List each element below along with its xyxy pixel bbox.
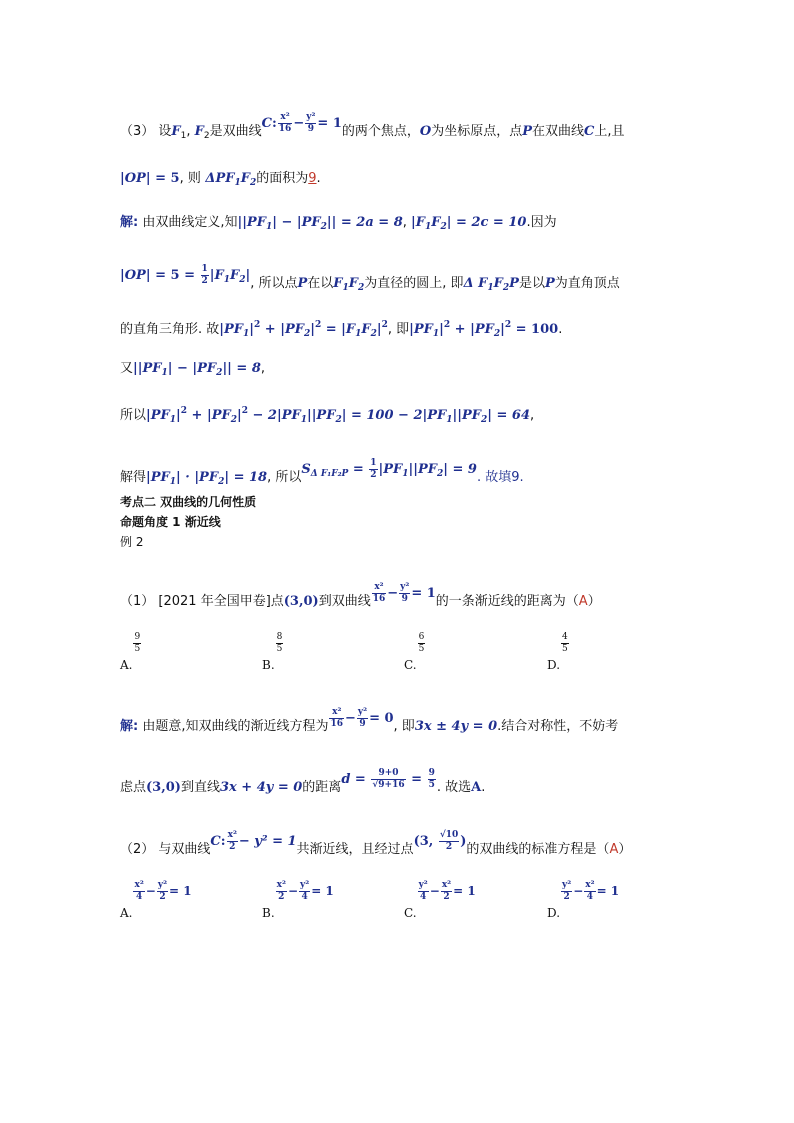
solution-3-text-13: , (260, 361, 266, 376)
example-2-text-2: 的双曲线的标准方程是（ (466, 842, 610, 857)
option-2b: B. $\frac{\text{x²}}{2}$ − $\frac{\text{y²}}{4}$ = 1 (262, 880, 334, 920)
solution-1-text-4: 虑点 (120, 780, 147, 795)
solution-3-text-9: 的直角三角形. 故 (120, 322, 220, 337)
solution-label: 解: (120, 215, 139, 230)
option-2d-denominator-2: 4 (586, 892, 594, 902)
option-2d: D. $\frac{\text{y²}}{2}$ − $\frac{\text{x²}}{4}$ = 1 (547, 880, 620, 920)
problem-3-text-3: 为坐标原点，点 (431, 124, 523, 139)
example-2-question: （2） 与双曲线C: $\frac{\text{x²}}{2}$ − y² = 1共渐近线，且经过点(3, $\frac{√10}{2}$ )的双曲线的标准方程是（A） (120, 830, 632, 857)
option-d (547, 632, 570, 672)
example-2-close: ） (618, 842, 632, 857)
example-1-prefix: （1） [2021 年全国甲卷]点 (120, 594, 284, 609)
option-d-denominator: 5 (562, 644, 568, 654)
option-2b-label: B. (262, 906, 275, 920)
solution-3-text-14: 所以 (120, 408, 147, 423)
problem-3-line-2: |OP| = 5, 则 $\Delta PF_1F_2$的面积为9. (120, 171, 321, 188)
example-2-text-1: 共渐近线，且经过点 (296, 842, 414, 857)
solution-1-line-2: 虑点(3,0)到直线3x + 4y = 0的距离d = $\frac{9+0}{√9+16}$ = $\frac{9}{5}$ . 故选A. (120, 768, 486, 795)
solution-3-line-4: 又$||PF_1| - |PF_2|| = 8$, (120, 361, 266, 378)
example-1-close: ） (587, 594, 601, 609)
solution-3-text-5: 在以 (307, 276, 334, 291)
solution-3-line-6: 解得$|PF_1| \cdot |PF_2| = 18$, 所以$S_{\Delta F_1F_2P}$ = $\frac{1}{2}$ $|PF_1||PF_2| = 9$. 故填9. (120, 458, 524, 487)
option-a-label: A. (120, 658, 133, 672)
example-label: 例 2 (120, 535, 144, 549)
solution-1-text-1: 由题意,知双曲线的渐近线方程为 (138, 719, 329, 734)
option-2d-denominator-1: 2 (563, 892, 570, 902)
example-1-text-2: 的一条渐近线的距离为（ (435, 594, 579, 609)
option-b-denominator: 5 (276, 644, 283, 654)
answer-ex2: A (609, 842, 619, 857)
problem-3-text-6: , 则 (179, 171, 201, 186)
solution-1-answer: A (471, 780, 482, 795)
option-b-numerator: 8 (276, 632, 283, 642)
example-1-text-1: 到双曲线 (318, 594, 371, 609)
option-2d-numerator-1: y² (562, 880, 572, 890)
example-2-prefix: （2） 与双曲线 (120, 842, 211, 857)
solution-1-text-3: .结合对称性，不妨考 (497, 719, 619, 734)
solution-3-line-2: |OP| = 5 = $\frac{1}{2}$ $|F_1F_2|$, 所以点P在以$F_1F_2$为直径的圆上, 即Δ $F_1F_2P$是以P为直角顶点 (120, 264, 620, 293)
option-2c: C. $\frac{\text{y²}}{4}$ − $\frac{\text{x²}}{2}$ = 1 (404, 880, 476, 920)
option-2a-denominator-1: 4 (136, 892, 143, 902)
solution-3-text-18: . 故填9. (476, 470, 524, 485)
solution-3-text-3: .因为 (526, 215, 557, 230)
option-2a: A. $\frac{\text{x²}}{4}$ − $\frac{\text{y²}}{2}$ = 1 (120, 880, 192, 920)
solution-1-text-2: , 即 (393, 719, 415, 734)
solution-3-line-3: 的直角三角形. 故$|PF_1|^2 + |PF_2|^2 = |F_1F_2|^2$, 即$|PF_1|^2 + |PF_2|^2 = 100$. (120, 320, 563, 339)
solution-1-text-6: 的距离 (302, 780, 342, 795)
section-subtitle: 命题角度 1 渐近线 (120, 515, 221, 529)
solution-3-text-8: 为直角顶点 (554, 276, 620, 291)
option-c-label: C. (404, 658, 417, 672)
option-a-denominator: 5 (134, 644, 141, 654)
option-a-numerator: 9 (134, 632, 141, 642)
option-2d-numerator-2: x² (585, 880, 595, 890)
option-2b-denominator-1: 2 (278, 892, 285, 902)
option-2c-label: C. (404, 906, 417, 920)
problem-3-line-1: （3） 设$F_1$, $F_2$是双曲线C: $\frac{\text{x²}}{16}$ − $\frac{\text{y²}}{9}$ = 1的两个焦点，O为坐标原点，点P在双曲线C上,且 (120, 112, 625, 141)
problem-3-text-2: 的两个焦点， (341, 124, 420, 139)
solution-3-text-10: , 即 (387, 322, 410, 337)
solution-1-line-1: 解: 由题意,知双曲线的渐近线方程为 $\frac{\text{x²}}{16}$ − $\frac{\text{y²}}{9}$ = 0, 即3x ± 4y = 0.结合对称性，不妨考 (120, 707, 619, 734)
solution-3-text-17: , 所以 (267, 470, 302, 485)
solution-3-text-6: 为直径的圆上, 即 (364, 276, 464, 291)
solution-3-text-15: , (530, 408, 535, 423)
option-b-label: B. (262, 658, 275, 672)
solution-3-text-1: 由双曲线定义,知 (138, 215, 238, 230)
solution-1-text-7: . 故选 (436, 780, 472, 795)
option-2a-numerator-2: y² (157, 880, 168, 890)
problem-3-text-5: 上,且 (594, 124, 625, 139)
solution-1-label: 解: (120, 719, 139, 734)
answer-ex1: A (578, 594, 588, 609)
option-c-denominator: 5 (418, 644, 425, 654)
solution-3-line-1: 解: 由双曲线定义,知$||PF_1| - |PF_2|| = 2a = 8$, $|F_1F_2| = 2c = 10$.因为 (120, 215, 557, 232)
solution-3-line-5: 所以$|PF_1|^2 + |PF_2|^2 - 2|PF_1||PF_2| = 100 - 2|PF_1||PF_2| = 64$, (120, 406, 535, 425)
option-d-numerator: 4 (562, 632, 568, 642)
problem-3-period: . (316, 171, 321, 186)
solution-3-text-7: 是以 (518, 276, 545, 291)
solution-3-text-12: 又 (120, 361, 134, 376)
option-2b-numerator-1: x² (276, 880, 286, 890)
option-2a-numerator-1: x² (134, 880, 144, 890)
option-2b-denominator-2: 4 (301, 892, 308, 902)
answer-3: 9 (308, 171, 317, 186)
solution-3-text-11: . (558, 322, 563, 337)
problem-3-text-1: 是双曲线 (209, 124, 262, 139)
section-title: 考点二 双曲线的几何性质 (120, 495, 257, 509)
option-2d-label: D. (547, 906, 561, 920)
problem-3-text-7: 的面积为 (256, 171, 309, 186)
option-2a-label: A. (120, 906, 133, 920)
problem-3-text-4: 在双曲线 (532, 124, 585, 139)
option-2c-numerator-2: x² (441, 880, 452, 890)
example-1-question: （1） [2021 年全国甲卷]点(3,0)到双曲线 $\frac{\text{x²}}{16}$ − $\frac{\text{y²}}{9}$ = 1的一条渐近线的距离为（A） (120, 582, 601, 609)
solution-1-text-5: 到直线 (180, 780, 220, 795)
problem-3-prefix: （3） 设 (120, 124, 172, 139)
solution-3-text-16: 解得 (120, 470, 147, 485)
solution-3-text-2: , (402, 215, 412, 230)
option-c (404, 632, 426, 672)
option-c-numerator: 6 (418, 632, 425, 642)
option-2b-numerator-2: y² (300, 880, 310, 890)
option-2c-denominator-1: 4 (420, 892, 427, 902)
solution-1-text-8: . (481, 780, 486, 795)
option-d-label: D. (547, 658, 561, 672)
option-b (262, 632, 284, 672)
option-2c-denominator-2: 2 (443, 892, 450, 902)
option-a (120, 632, 142, 672)
solution-3-text-4: , 所以点 (250, 276, 298, 291)
option-2c-numerator-1: y² (418, 880, 428, 890)
option-2a-denominator-2: 2 (159, 892, 166, 902)
